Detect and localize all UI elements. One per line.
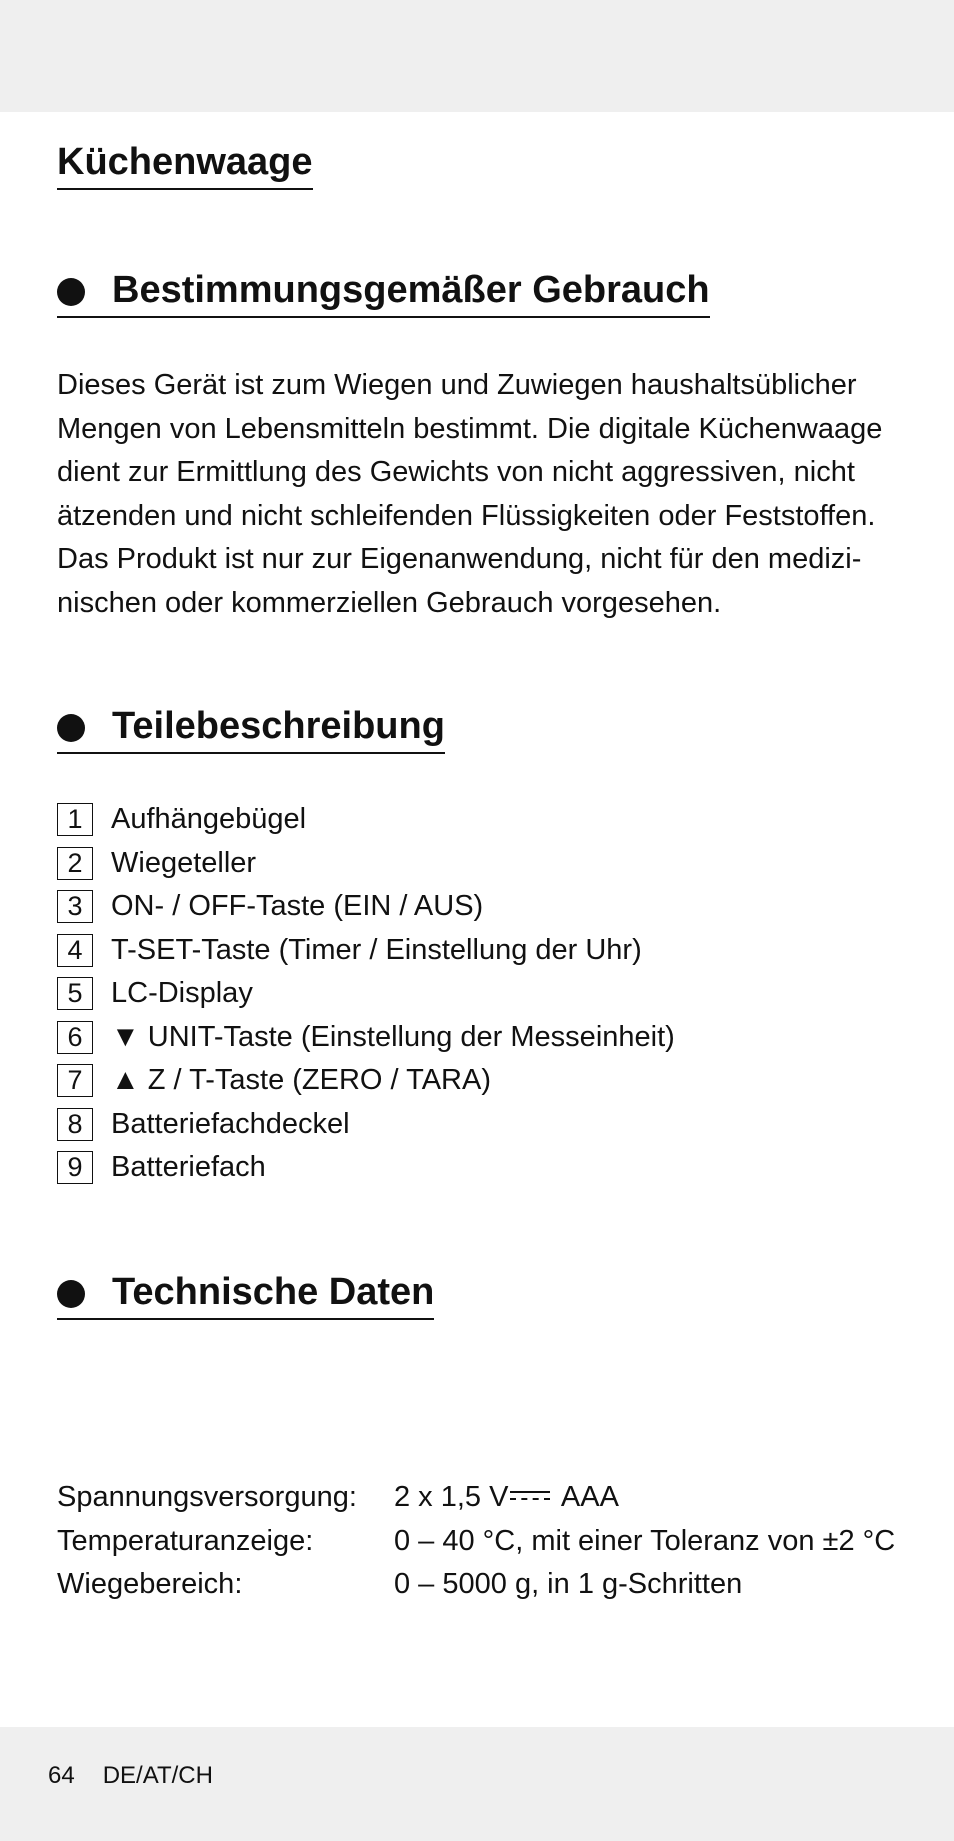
part-item [57, 929, 675, 973]
part-number-box: 9 [57, 1151, 93, 1184]
tech-value: 0 – 5000 g, in 1 g-Schritten [394, 1568, 743, 1601]
part-label: Batteriefachdeckel [111, 1107, 350, 1140]
tech-row [57, 1563, 895, 1607]
part-item [57, 1059, 675, 1103]
part-number-box: 5 [57, 977, 93, 1010]
part-number-box: 8 [57, 1108, 93, 1141]
page-number: 64 [48, 1762, 75, 1789]
tech-label: Wiegebereich: [57, 1568, 243, 1601]
part-label: Batteriefach [111, 1151, 266, 1184]
section-heading-text: Teilebeschreibung [112, 705, 445, 747]
part-item [57, 1146, 675, 1190]
section-heading-text: Technische Daten [112, 1271, 435, 1313]
section-heading-text: Bestimmungsgemäßer Gebrauch [112, 269, 710, 311]
part-label: Wiegeteller [111, 846, 257, 879]
parts-list [57, 798, 675, 1190]
part-number-box: 3 [57, 890, 93, 923]
part-item [57, 972, 675, 1016]
bullet-icon [57, 278, 85, 306]
part-number-box: 7 [57, 1064, 93, 1097]
bullet-icon [57, 1280, 85, 1308]
part-item [57, 842, 675, 886]
intended-use-paragraph: Dieses Gerät ist zum Wiegen und Zuwiegen haushaltsüblicher Mengen von Lebensmitteln bestimmt. Die digitale Küchenwaage dient zur Ermittlung des Gewichts von nicht aggressiven, nicht ätzenden und nicht schleifenden Flüssigkeiten oder Feststoffen. Das Produkt ist nur zur Eigenanwendung, nicht für den medizi- nischen oder kommerziellen Gebrauch vorgesehen. [57, 369, 883, 619]
part-item [57, 885, 675, 929]
tech-value-battery-type: AAA [554, 1481, 619, 1514]
tech-value [394, 1476, 895, 1520]
section-heading-intended-use [57, 266, 710, 318]
part-label: ▼ UNIT-Taste (Einstellung der Messeinheit) [111, 1020, 675, 1053]
part-label: LC-Display [111, 977, 253, 1010]
tech-label: Spannungsversorgung: [57, 1481, 357, 1514]
part-label: T-SET-Taste (Timer / Einstellung der Uhr) [111, 933, 642, 966]
part-item [57, 798, 675, 842]
tech-row [57, 1520, 895, 1564]
part-item [57, 1103, 675, 1147]
tech-value: 0 – 40 °C, mit einer Toleranz von ±2 °C [394, 1524, 896, 1557]
top-margin-band [0, 0, 954, 112]
part-number-box: 6 [57, 1021, 93, 1054]
part-number-box: 2 [57, 847, 93, 880]
part-label: Aufhängebügel [111, 803, 307, 836]
document-title: Küchenwaage [57, 138, 313, 190]
part-item [57, 1016, 675, 1060]
tech-label: Temperaturanzeige: [57, 1524, 314, 1557]
page-footer [48, 1762, 213, 1790]
direct-current-icon [510, 1489, 550, 1503]
technical-data-table [57, 1476, 895, 1607]
tech-value-voltage: 2 x 1,5 V [394, 1481, 509, 1514]
part-label: ▲ Z / T-Taste (ZERO / TARA) [111, 1064, 491, 1097]
part-label: ON- / OFF-Taste (EIN / AUS) [111, 890, 484, 923]
part-number-box: 1 [57, 803, 93, 836]
section-heading-technical-data [57, 1268, 434, 1320]
bullet-icon [57, 714, 85, 742]
part-number-box: 4 [57, 934, 93, 967]
region-code: DE/AT/CH [102, 1762, 213, 1789]
section-heading-parts [57, 702, 445, 754]
tech-row [57, 1476, 895, 1520]
